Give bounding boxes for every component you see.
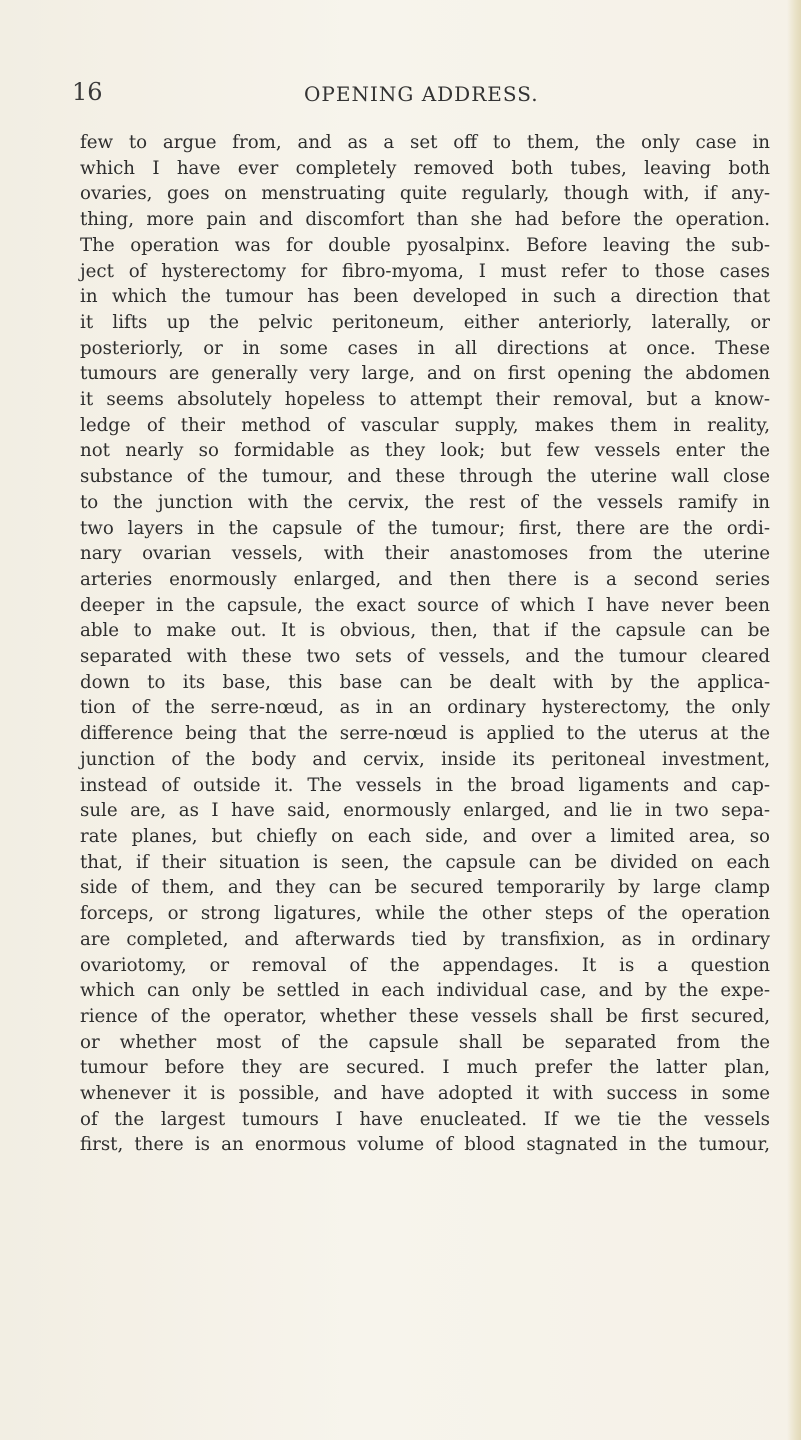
text-line: side of them, and they can be secured temporarily by large clamp (80, 877, 770, 899)
text-line: deeper in the capsule, the exact source of which I have never been (80, 594, 770, 616)
text-line: able to make out. It is obvious, then, that if the capsule can be (80, 620, 770, 642)
text-line: to the junction with the cervix, the rest of the vessels ramify in (80, 491, 770, 513)
text-line: instead of outside it. The vessels in the broad ligaments and cap- (80, 774, 770, 796)
text-line: ject of hysterectomy for fibro-myoma, I must refer to those cases (80, 260, 770, 282)
text-line: that, if their situation is seen, the capsule can be divided on each (80, 851, 770, 873)
text-line: or whether most of the capsule shall be separated from the (80, 1031, 770, 1053)
text-line: not nearly so formidable as they look; but few vessels enter the (80, 440, 770, 462)
text-line: ovaries, goes on menstruating quite regularly, though with, if any- (80, 183, 770, 205)
text-line: are completed, and afterwards tied by transfixion, as in ordinary (80, 928, 770, 950)
text-line: it seems absolutely hopeless to attempt their removal, but a know- (80, 389, 770, 411)
text-line: it lifts up the pelvic peritoneum, either anteriorly, laterally, or (80, 311, 770, 333)
text-line: separated with these two sets of vessels, and the tumour cleared (80, 646, 770, 668)
text-line: forceps, or strong ligatures, while the other steps of the operation (80, 903, 770, 925)
text-line: ovariotomy, or removal of the appendages. It is a question (80, 954, 770, 976)
text-line: sule are, as I have said, enormously enlarged, and lie in two sepa- (80, 800, 770, 822)
body-text (80, 130, 770, 1158)
text-line: rience of the operator, whether these vessels shall be first secured, (80, 1005, 770, 1027)
text-line: arteries enormously enlarged, and then there is a second series (80, 568, 770, 590)
page-number: 16 (72, 78, 103, 106)
text-line: whenever it is possible, and have adopted it with success in some (80, 1083, 770, 1105)
text-line: posteriorly, or in some cases in all directions at once. These (80, 337, 770, 359)
text-line: ledge of their method of vascular supply, makes them in reality, (80, 414, 770, 436)
text-line: The operation was for double pyosalpinx. Before leaving the sub- (80, 234, 770, 256)
text-line: substance of the tumour, and these through the uterine wall close (80, 466, 770, 488)
text-line: nary ovarian vessels, with their anastomoses from the uterine (80, 543, 770, 565)
text-line: tion of the serre-nœud, as in an ordinary hysterectomy, the only (80, 697, 770, 719)
text-line: down to its base, this base can be dealt with by the applica- (80, 671, 770, 693)
text-line: junction of the body and cervix, inside its peritoneal investment, (80, 748, 770, 770)
text-line: thing, more pain and discomfort than she had before the operation. (80, 209, 770, 231)
running-head: OPENING ADDRESS. (304, 82, 539, 106)
text-line: two layers in the capsule of the tumour; first, there are the ordi- (80, 517, 770, 539)
text-line: of the largest tumours I have enucleated. If we tie the vessels (80, 1108, 770, 1130)
text-line: few to argue from, and as a set off to them, the only case in (80, 132, 770, 153)
text-line: rate planes, but chiefly on each side, and over a limited area, so (80, 825, 770, 847)
page-header (0, 78, 801, 118)
text-line: tumours are generally very large, and on first opening the abdomen (80, 363, 770, 385)
text-line: in which the tumour has been developed in such a direction that (80, 286, 770, 308)
page-edge-shadow (787, 0, 801, 1440)
text-line: first, there is an enormous volume of blood stagnated in the tumour, (80, 1134, 770, 1156)
text-line: which I have ever completely removed both tubes, leaving both (80, 157, 770, 179)
text-line: difference being that the serre-nœud is applied to the uterus at the (80, 723, 770, 745)
text-line: which can only be settled in each individual case, and by the expe- (80, 980, 770, 1002)
text-line: tumour before they are secured. I much prefer the latter plan, (80, 1057, 770, 1079)
